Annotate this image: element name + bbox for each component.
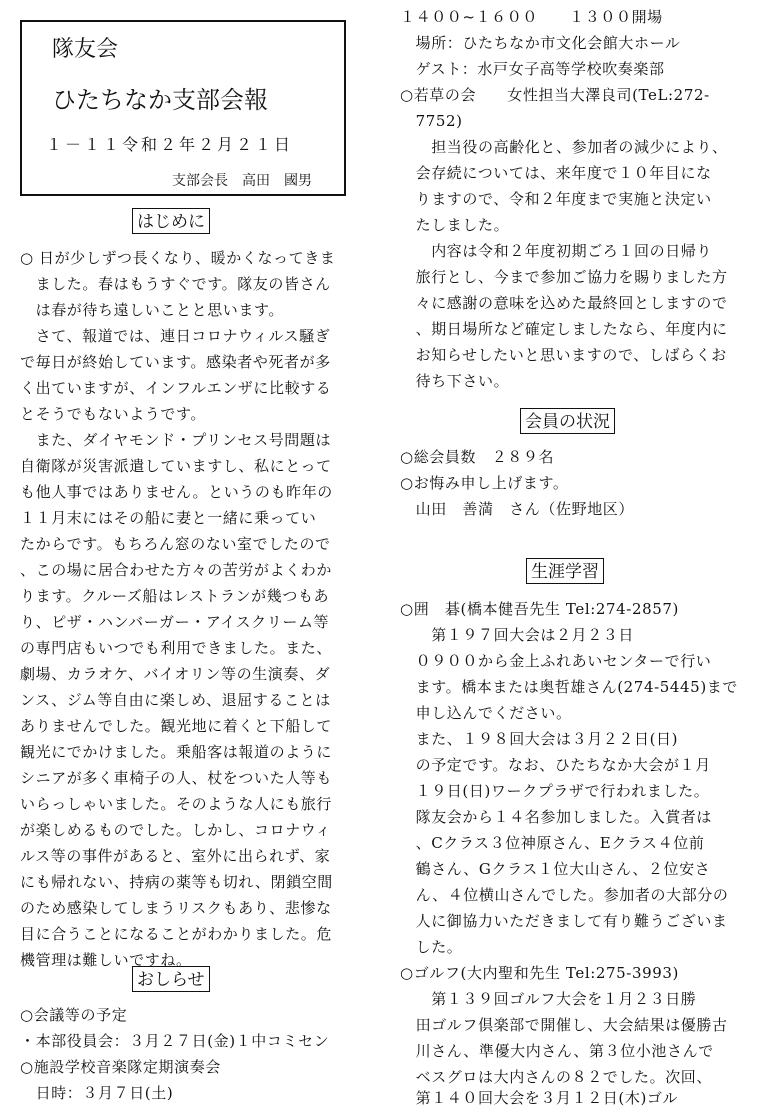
learning-line: １９日(日)ワークプラザで行われました。 [400,782,710,800]
intro-line: り、ピザ・ハンバーガー・アイスクリーム等 [20,613,330,631]
intro-line: また、ダイヤモンド・プリンセス号問題は [20,431,332,449]
learning-line: 鶴さん、Gクラス１位大山さん、２位安さ [400,860,711,878]
notice-cont-line: ○若草の会 女性担当大澤良司(TeL:272- [400,86,710,104]
members-line: ○総会員数 ２８９名 [400,448,555,466]
learning-line: 人に御協力いただきまして有り難うございま [400,912,728,930]
learning-line: 、Cクラス３位神原さん、Eクラス４位前 [400,834,705,852]
intro-line: シニアが多く車椅子の人、杖をついた人等も [20,769,333,787]
org-name: 隊友会 [52,37,119,62]
learning-line: 申し込んでください。 [400,704,572,722]
newsletter-title: ひたちなか支部会報 [52,86,268,114]
learning-line: ん、４位横山さんでした。参加者の大部分の [400,886,729,904]
learning-line: ベスグロは大内さんの８２でした。次回、 [400,1068,713,1086]
notice-cont-line: ゲスト：水戸女子高等学校吹奏楽部 [400,60,665,78]
notice-cont-line: 々に感謝の意味を込めた最終回としますので [400,294,728,312]
notice-cont-line: 、期日場所など確定しましたなら、年度内に [400,320,728,338]
intro-line: 、この場に居合わせた方々の苦労がよくわか [20,561,333,579]
intro-line: さて、報道では、連日コロナウィルス騒ぎ [20,327,331,345]
intro-line: 観光にでかけました。乗船客は報道のように [20,743,333,761]
intro-line: も他人事ではありません。というのも昨年の [20,483,333,501]
intro-line: ました。春はもうすぐです。隊友の皆さん [20,275,331,293]
intro-line: のため感染してしまうリスクもあり、悲惨な [20,899,332,917]
intro-line: たからです。もちろん窓のない室でしたので [20,535,331,553]
newsletter-header-box [20,20,346,196]
learning-line: 隊友会から１４名参加しました。入賞者は [400,808,713,826]
intro-line: ありませんでした。観光地に着くと下船して [20,717,333,735]
notice-cont-line: １４００~１６００ １３００開場 [400,8,663,26]
intro-line: とそうでもないようです。 [20,405,207,423]
learning-line: 第１９７回大会は２月２３日 [400,626,635,644]
intro-line: ルス等の事件があると、室外に出られず、家 [20,847,331,865]
intro-line: は春が待ち遠しいことと思います。 [20,301,285,319]
learning-line: ます。橋本または奥哲雄さん(274-5445)まで [400,678,738,696]
notice-cont-line: たしました。 [400,216,510,234]
members-line: 山田 善満 さん（佐野地区） [400,500,635,518]
learning-line: 川さん、準優大内さん、第３位小池さんで [400,1042,714,1060]
intro-line: 目に合うことになることがわかりました。危 [20,925,333,943]
learning-line: ○囲 碁(橋本健吾先生 Tel:274-2857) [400,600,680,618]
members-line: ○お悔み申し上げます。 [400,474,569,492]
learning-line: の予定です。なお、ひたちなか大会が１月 [400,756,711,774]
intro-line: にも帰れない、持病の薬等も切れ、閉鎖空間 [20,873,333,891]
notice-cont-line: 会存続については、来年度で１０年目にな [400,164,712,182]
intro-line: １１月末にはその船に妻と一緒に乗ってい [20,509,317,527]
learning-heading: 生涯学習 [526,558,604,584]
intro-line: 劇場、カラオケ、バイオリン等の生演奏、ダ [20,665,331,683]
notice-cont-line: 場所：ひたちなか市文化会館大ホール [400,34,681,52]
notice-line: ○施設学校音楽隊定期演奏会 [20,1058,221,1076]
intro-line: ります。クルーズ船はレストランが幾つもあ [20,587,330,605]
learning-line: 第１４０回大会を３月１２日(木)ゴル [400,1089,679,1107]
learning-line: ○ゴルフ(大内聖和先生 Tel:275-3993) [400,964,680,982]
notice-heading: おしらせ [132,966,210,992]
notice-cont-line: 待ち下さい。 [400,372,510,390]
learning-line: ０９００から金上ふれあいセンターで行い [400,652,712,670]
learning-line: 田ゴルフ倶楽部で開催し、大会結果は優勝古 [400,1016,728,1034]
learning-line: 第１３９回ゴルフ大会を１月２３日勝 [400,990,697,1008]
notice-cont-line: 7752) [400,112,463,130]
intro-line: の専門店もいつでも利用できました。また、 [20,639,333,657]
learning-line: また、１９８回大会は３月２２日(日) [400,730,679,748]
notice-line: ○会議等の予定 [20,1006,128,1024]
notice-line: ・本部役員会：３月２７日(金)１中コミセン [20,1032,330,1050]
intro-line: ○ 日が少しずつ長くなり、暖かくなってきま [20,249,336,267]
author: 支部会長 高田 國男 [172,173,312,189]
notice-cont-line: お知らせしたいと思いますので、しばらくお [400,346,727,364]
intro-line: で毎日が終始しています。感染者や死者が多 [20,353,331,371]
notice-cont-line: 旅行とし、今まで参加ご協力を賜りました方 [400,268,728,286]
notice-cont-line: 担当役の高齢化と、参加者の減少により、 [400,138,728,156]
intro-line: いらっしゃいました。そのような人にも旅行 [20,795,333,813]
notice-cont-line: 内容は令和２年度初期ごろ１回の日帰り [400,242,713,260]
notice-line: 日時：３月７日(土) [20,1084,174,1102]
members-heading: 会員の状況 [520,408,615,434]
intro-line: 自衛隊が災害派遣していますし、私にとって [20,457,332,475]
intro-line: が楽しめるものでした。しかし、コロナウィ [20,821,332,839]
learning-line: した。 [400,938,463,956]
intro-line: 機管理は難しいですね。 [20,951,192,969]
notice-cont-line: りますので、令和２年度まで実施と決定い [400,190,712,208]
intro-line: く出ていますが、インフルエンザに比較する [20,379,332,397]
intro-heading: はじめに [132,208,210,234]
issue-date: １－１１令和２年２月２１日 [46,135,294,154]
intro-line: ンス、ジム等自由に楽しめ、退屈することは [20,691,331,709]
